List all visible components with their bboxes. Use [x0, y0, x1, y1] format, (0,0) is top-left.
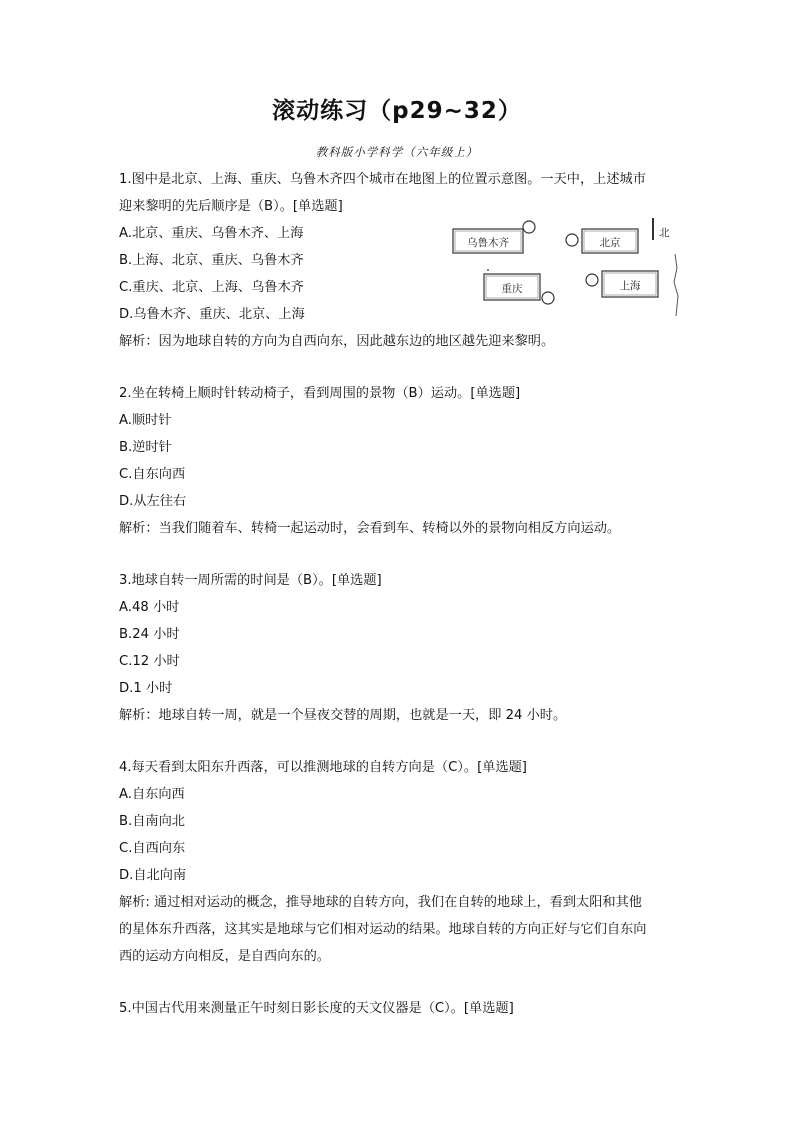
option-a[interactable]: A.顺时针 — [119, 413, 172, 428]
option-b[interactable]: B.自南向北 — [119, 814, 185, 829]
analysis-text: 解析：地球自转一周，就是一个昼夜交替的周期，也就是一天，即 24 小时。 — [119, 708, 567, 723]
question-stem: 5.中国古代用来测量正午时刻日影长度的天文仪器是（C）。[单选题] — [119, 1001, 514, 1016]
city-marker-chongqing — [542, 292, 554, 304]
option-c[interactable]: C.自西向东 — [119, 841, 186, 856]
option-b[interactable]: B.上海、北京、重庆、乌鲁木齐 — [119, 253, 304, 268]
analysis-text: 西的运动方向相反，是自西向东的。 — [119, 949, 330, 964]
question-stem: 4.每天看到太阳东升西落，可以推测地球的自转方向是（C）。[单选题] — [119, 760, 527, 775]
question-2 — [119, 380, 679, 542]
city-position-map — [451, 216, 681, 320]
option-a[interactable]: A.48 小时 — [119, 600, 180, 615]
page-subtitle: 教科版小学科学（六年级上） — [315, 145, 479, 159]
city-marker-beijing — [566, 234, 578, 246]
city-label-chongqing: 重庆 — [501, 283, 523, 295]
option-b[interactable]: B.逆时针 — [119, 440, 172, 455]
analysis-text: 解析: 通过相对运动的概念，推导地球的自转方向，我们在自转的地球上，看到太阳和其他 — [119, 895, 642, 910]
analysis-text: 解析：当我们随着车、转椅一起运动时，会看到车、转椅以外的景物向相反方向运动。 — [119, 521, 621, 536]
analysis-text: 的星体东升西落，这其实是地球与它们相对运动的结果。地球自转的方向正好与它们自东向 — [119, 922, 647, 937]
option-d[interactable]: D.从左往右 — [119, 494, 187, 509]
question-stem: 迎来黎明的先后顺序是（B）。[单选题] — [119, 199, 343, 214]
city-marker-urumqi — [523, 221, 535, 233]
city-label-urumqi: 乌鲁木齐 — [467, 237, 509, 249]
question-stem: 2.坐在转椅上顺时针转动椅子，看到周围的景物（B）运动。[单选题] — [119, 386, 521, 401]
city-label-beijing: 北京 — [599, 237, 621, 249]
city-label-shanghai: 上海 — [619, 280, 641, 292]
option-d[interactable]: D.1 小时 — [119, 681, 173, 696]
question-stem: 1.图中是北京、上海、重庆、乌鲁木齐四个城市在地图上的位置示意图。一天中，上述城市 — [119, 172, 646, 187]
question-stem: 3.地球自转一周所需的时间是（B）。[单选题] — [119, 573, 382, 588]
question-5 — [119, 995, 679, 1022]
option-a[interactable]: A.北京、重庆、乌鲁木齐、上海 — [119, 226, 304, 241]
option-c[interactable]: C.自东向西 — [119, 467, 186, 482]
option-b[interactable]: B.24 小时 — [119, 627, 180, 642]
option-a[interactable]: A.自东向西 — [119, 787, 185, 802]
coastline-edge — [674, 254, 678, 316]
option-c[interactable]: C.重庆、北京、上海、乌鲁木齐 — [119, 280, 304, 295]
north-label: 北 — [659, 227, 670, 239]
question-4 — [119, 754, 679, 970]
analysis-text: 解析：因为地球自转的方向为自西向东，因此越东边的地区越先迎来黎明。 — [119, 334, 555, 349]
page-title: 滚动练习（p29~32） — [272, 98, 522, 124]
option-c[interactable]: C.12 小时 — [119, 654, 180, 669]
question-3 — [119, 567, 679, 729]
option-d[interactable]: D.自北向南 — [119, 868, 187, 883]
city-marker-shanghai — [586, 274, 598, 286]
option-d[interactable]: D.乌鲁木齐、重庆、北京、上海 — [119, 307, 305, 322]
